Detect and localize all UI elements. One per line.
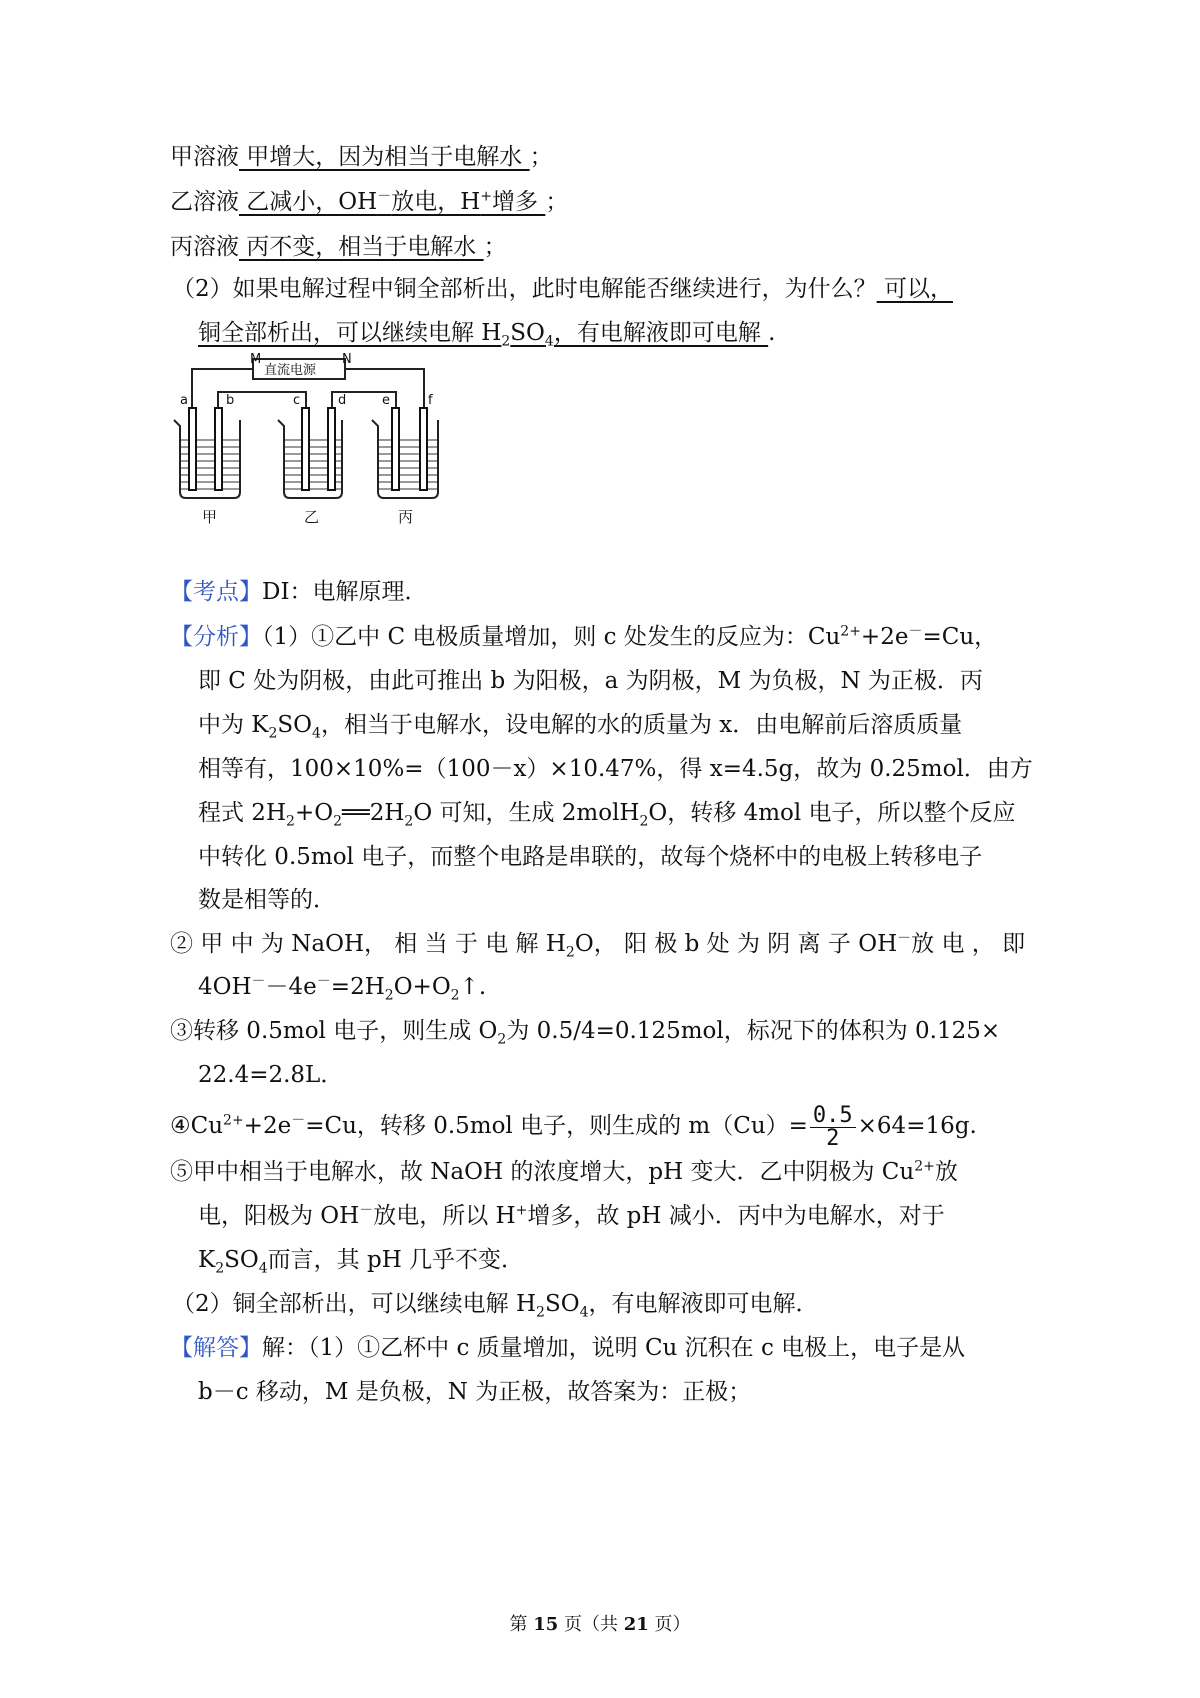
step-2-line-2: [198, 970, 486, 1004]
label-beaker-yi: 乙: [304, 508, 320, 526]
step-text: =Cu，转移 0.5mol 电子，则生成的 m（Cu）=: [305, 1113, 808, 1139]
superscript: 2+: [223, 1112, 244, 1129]
step-5-line-1: [170, 1155, 958, 1189]
step-text: －4e: [265, 974, 317, 1000]
label-power: 直流电源: [264, 363, 317, 378]
superscript: +: [480, 188, 493, 205]
subscript: 2: [404, 813, 414, 830]
subscript: 4: [312, 725, 321, 742]
question-2: [172, 272, 953, 306]
subscript: 2: [639, 813, 649, 830]
label-beaker-bing: 丙: [398, 508, 414, 526]
electrode-a: [189, 408, 196, 490]
electrode-d: [328, 408, 335, 490]
jieda-text: 解：（1）①乙杯中 c 质量增加，说明 Cu 沉积在 c 电极上，电子是从: [262, 1335, 966, 1361]
step-text: O， 阳 极 b 处 为 阴 离 子 OH: [574, 931, 898, 957]
electrode-e: [392, 408, 399, 490]
tag-jieda: 【解答】: [170, 1335, 262, 1361]
beaker-bing: [372, 420, 438, 498]
punct: ；: [483, 234, 507, 260]
punct: ；: [529, 144, 553, 170]
label-e: e: [382, 393, 390, 408]
label-yi: 乙溶液: [170, 189, 239, 215]
fenxi-text: ══2H: [342, 800, 405, 826]
label-jia: 甲溶液: [170, 144, 239, 170]
label-bing: 丙溶液: [170, 234, 239, 260]
step-text: 为 0.5/4=0.125mol，标况下的体积为 0.125×: [506, 1018, 1001, 1044]
step-5-line-3: [198, 1243, 524, 1277]
label-f: f: [428, 393, 433, 408]
fenxi-line-6: 中转化 0.5mol 电子，而整个电路是串联的，故每个烧杯中的电极上转移电子: [198, 844, 983, 870]
jieda-line-1: [170, 1331, 965, 1365]
step-text: ④Cu: [170, 1113, 224, 1139]
subscript: 2: [501, 333, 511, 350]
page-number: 15: [533, 1614, 559, 1635]
step-text: ×64=16g.: [857, 1113, 977, 1139]
step-text: ↑.: [459, 974, 487, 1000]
superscript: 2+: [914, 1158, 935, 1175]
label-N: N: [342, 352, 352, 367]
label-M: M: [250, 352, 262, 367]
answer-text: （2）铜全部析出，可以继续电解 H: [172, 1291, 537, 1317]
answer-text: 乙减小，OH: [239, 189, 378, 215]
subscript: 2: [450, 987, 460, 1004]
step-text: 4OH: [198, 974, 252, 1000]
fenxi-text: O 可知，生成 2molH: [413, 800, 640, 826]
label-c: c: [293, 393, 301, 408]
step-text: 增多，故 pH 减小．丙中为电解水，对于: [527, 1203, 945, 1229]
subscript: 2: [286, 813, 295, 830]
footer-text: 页（共: [558, 1614, 624, 1635]
step-5-line-2: [198, 1199, 945, 1233]
page-footer: [0, 1612, 1200, 1638]
subscript: 4: [258, 1260, 268, 1277]
superscript: －: [251, 973, 266, 990]
fraction-numerator: 0.5: [810, 1105, 856, 1128]
tag-fenxi: 【分析】: [170, 624, 262, 650]
step-text: 电，阳极为 OH: [198, 1203, 360, 1229]
step-text: O+O: [393, 974, 451, 1000]
kaodian-line: [170, 575, 428, 609]
footer-text: 页）: [648, 1614, 691, 1635]
subscript: 2: [536, 1304, 545, 1321]
answer-line-bing: [170, 230, 507, 264]
kaodian-text: DI：电解原理．: [262, 579, 428, 605]
subscript: 2: [497, 1031, 507, 1048]
punct: .: [768, 320, 776, 346]
fenxi-text: ，相当于电解水，设电解的水的质量为 x．由电解前后溶质质量: [320, 712, 963, 738]
footer-text: 第: [509, 1614, 534, 1635]
answer-q2: 可以，: [876, 276, 953, 302]
step-text: 放 电 ， 即: [911, 931, 1026, 957]
step-4-line: [170, 1102, 977, 1150]
answer-bing: 丙不变，相当于电解水: [239, 234, 484, 260]
subscript: 2: [268, 725, 278, 742]
fraction: [810, 1102, 856, 1151]
fenxi-text: SO: [277, 712, 313, 738]
answer-text: SO: [544, 1291, 580, 1317]
answer-text: 增多: [492, 189, 546, 215]
tag-kaodian: 【考点】: [170, 579, 262, 605]
step-3-line-2: 22.4=2.8L．: [198, 1062, 344, 1088]
subscript: 2: [384, 987, 394, 1004]
step-text: ③转移 0.5mol 电子，则生成 O: [170, 1018, 498, 1044]
subscript: 2: [215, 1260, 225, 1277]
step-text: +2e: [243, 1113, 292, 1139]
label-a: a: [180, 393, 188, 408]
superscript: －: [377, 188, 392, 205]
fenxi-line-7: 数是相等的．: [198, 887, 336, 913]
superscript: －: [316, 973, 331, 990]
step-text: 放电，所以 H: [373, 1203, 516, 1229]
fenxi-text: （1）①乙中 C 电极质量增加，则 c 处发生的反应为：Cu: [262, 624, 841, 650]
subscript: 2: [333, 813, 342, 830]
answer-jia: 甲增大，因为相当于电解水: [239, 144, 530, 170]
fenxi-text: +O: [294, 800, 334, 826]
q2-answer-line: [172, 1287, 818, 1321]
electrode-c: [302, 408, 309, 490]
subscript: 4: [579, 1304, 589, 1321]
fenxi-text: O，转移 4mol 电子，所以整个反应: [648, 800, 1016, 826]
answer-yi: [239, 189, 545, 215]
step-text: ⑤甲中相当于电解水，故 NaOH 的浓度增大，pH 变大．乙中阴极为 Cu: [170, 1159, 915, 1185]
answer-text: ，有电解液即可电解: [553, 320, 769, 346]
total-pages: 21: [623, 1614, 649, 1635]
answer-q2-cont: [198, 320, 769, 350]
step-2-line-1: [170, 927, 1025, 961]
answer-text: ，有电解液即可电解．: [588, 1291, 819, 1317]
fenxi-line-3: [198, 708, 962, 742]
subscript: 4: [544, 333, 554, 350]
label-b: b: [226, 393, 235, 408]
answer-text: 铜全部析出，可以继续电解 H: [198, 320, 502, 346]
fenxi-text: +2e: [860, 624, 909, 650]
electrode-b: [215, 408, 222, 490]
jieda-line-2: b－c 移动，M 是负极，N 为正极，故答案为：正极；: [198, 1379, 752, 1405]
fenxi-text: =Cu，: [922, 624, 998, 650]
beaker-jia: [174, 420, 240, 498]
electrolysis-diagram: [160, 352, 460, 530]
label-d: d: [338, 393, 347, 408]
fenxi-text: 中为 K: [198, 712, 269, 738]
electrode-f: [420, 408, 427, 490]
step-3-line-1: [170, 1014, 1000, 1048]
subscript: 2: [565, 944, 575, 961]
superscript: －: [897, 930, 912, 947]
fenxi-line-1: [170, 620, 997, 654]
superscript: +: [515, 1202, 528, 1219]
wire-M: [192, 369, 253, 410]
superscript: －: [359, 1202, 374, 1219]
step-text: 而言，其 pH 几乎不变．: [267, 1247, 525, 1273]
question-text: （2）如果电解过程中铜全部析出，此时电解能否继续进行，为什么？: [172, 276, 877, 302]
fenxi-line-2: 即 C 处为阴极，由此可推出 b 为阳极，a 为阴极，M 为负极，N 为正极．丙: [198, 668, 983, 694]
answer-text: 放电，H: [391, 189, 481, 215]
step-text: ② 甲 中 为 NaOH， 相 当 于 电 解 H: [170, 931, 566, 957]
fenxi-line-4: 相等有，100×10%=（100－x）×10.47%，得 x=4.5g，故为 0.25mol．由方: [198, 756, 1033, 782]
step-text: 放: [934, 1159, 958, 1185]
answer-line-yi: [170, 185, 568, 219]
step-text: SO: [224, 1247, 259, 1273]
superscript: 2+: [840, 623, 861, 640]
fenxi-line-5: [198, 796, 1016, 830]
superscript: －: [291, 1112, 306, 1129]
punct: ；: [545, 189, 569, 215]
superscript: －: [908, 623, 923, 640]
label-beaker-jia: 甲: [202, 508, 218, 526]
answer-text: SO: [510, 320, 545, 346]
fenxi-text: 程式 2H: [198, 800, 287, 826]
step-text: =2H: [330, 974, 385, 1000]
question-2-cont: [198, 316, 775, 350]
answer-line-jia: [170, 140, 553, 174]
fraction-denominator: 2: [826, 1125, 840, 1151]
step-text: K: [198, 1247, 216, 1273]
